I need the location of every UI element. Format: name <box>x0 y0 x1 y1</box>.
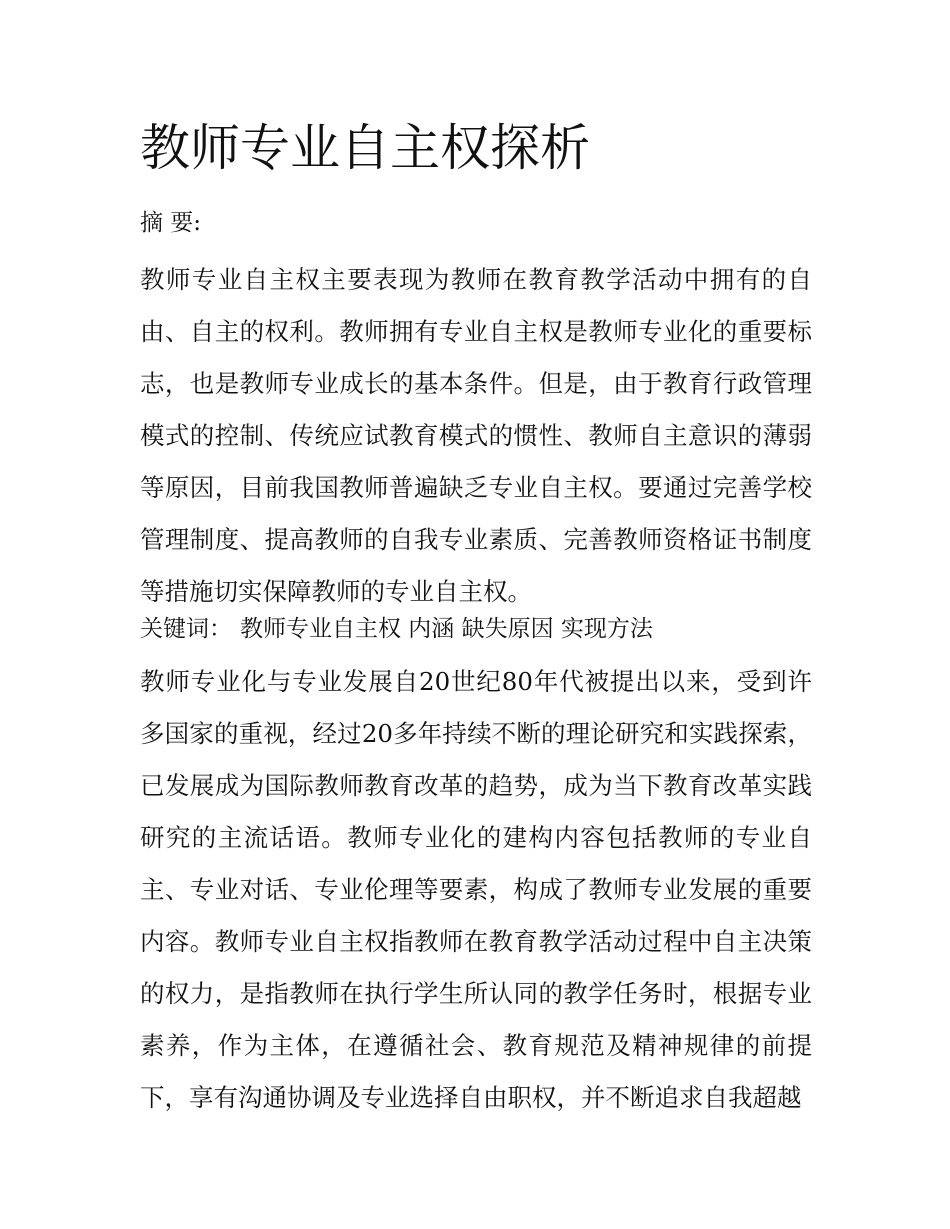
keywords-label: 关键词： <box>140 616 232 642</box>
body-paragraph: 教师专业化与专业发展自20世纪80年代被提出以来，受到许多国家的重视，经过20多年持续不断的理论研究和实践探索，已发展成为国际教师教育改革的趋势，成为当下教育改革实践研究的主流话语。教师专业化的建构内容包括教师的专业自主、专业对话、专业伦理等要素，构成了教师专业发展的重要内容。教师专业自主权指教师在教育教学活动过程中自主决策的权力，是指教师在执行学生所认同的教学任务时，根据专业素养，作为主体，在遵循社会、教育规范及精神规律的前提下，享有沟通协调及专业选择自由职权，并不断追求自我超越 <box>140 667 812 1112</box>
keywords-list: 教师专业自主权 内涵 缺失原因 实现方法 <box>240 616 653 642</box>
abstract-label: 摘 要: <box>140 210 202 236</box>
keywords-line <box>140 614 653 644</box>
abstract-text: 教师专业自主权主要表现为教师在教育教学活动中拥有的自由、自主的权利。教师拥有专业自主权是教师专业化的重要标志，也是教师专业成长的基本条件。但是，由于教育行政管理模式的控制、传统应试教育模式的惯性、教师自主意识的薄弱等原因，目前我国教师普遍缺乏专业自主权。要通过完善学校管理制度、提高教师的自我专业素质、完善教师资格证书制度等措施切实保障教师的专业自主权。 <box>140 265 812 606</box>
document-title: 教师专业自主权探析 <box>140 119 590 177</box>
